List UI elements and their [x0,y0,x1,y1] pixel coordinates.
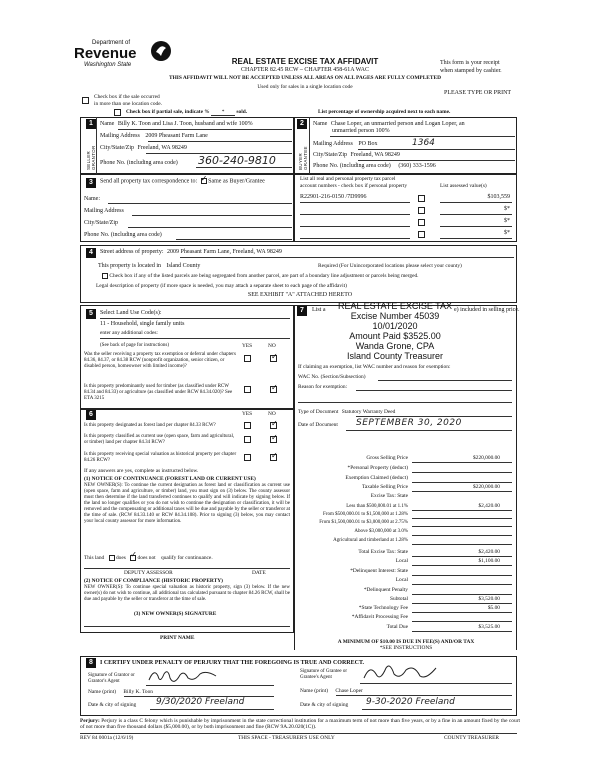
claim-exemption: If claiming an exemption, list WAC number and reason for exemption: [298,364,451,370]
send-correspondence-label: Send all property tax correspondence to: [100,178,198,185]
street-value[interactable]: 2009 Pheasant Farm Lane, Freeland, WA 98249 [166,249,282,255]
subtotal-label: Subtotal [390,596,408,602]
street-label: Street address of property: [100,249,164,255]
form-title: REAL ESTATE EXCISE TAX AFFIDAVIT [231,57,379,66]
notice-continuance-title: (1) NOTICE OF CONTINUANCE (FOREST LAND OR CURRENT USE) [84,476,256,482]
seller-mailing-row [100,133,208,140]
corr-phone-label: Phone No. (including area code) [84,232,162,238]
personal-property-label: *Personal Property (deduct) [347,465,408,471]
section-8-badge: 8 [86,658,96,668]
partial-sale-pct: * [211,109,235,116]
buyer-city-label: City/State/Zip [313,152,347,158]
tier4-label: Above $3,000,000 at 3.0% [354,529,408,534]
seller-city-label: City/State/Zip [100,145,134,151]
stamp-line-4: Amount Paid $3525.00 [349,331,441,341]
notice-compliance-body: NEW OWNER(S): To continue special valuation as historic property, sign (3) below. If the new owner(s) do not wish to continue, all additional tax calculated pursuant to chapter 84.26 RCW, shall be due and payable by the seller or transferor at the time of sale. [84,585,290,602]
dor-logo [70,40,180,78]
delinq-state-label: *Delinquent Interest: State [350,568,408,574]
qualify-label: qualify for continuance. [161,555,213,562]
street-row [100,249,282,256]
grantee-signature-label: Signature of Grantee or Grantee's Agent [300,669,348,680]
treasurer-use-only: THIS SPACE - TREASURER'S USE ONLY [238,735,335,741]
treasurer-stamp [322,301,468,361]
land-use-label: Select Land Use Code(s): [100,310,162,316]
tier3-label: From $1,500,000.01 to $3,000,000 at 2.75% [319,520,408,525]
section-2-badge: 2 [297,119,307,129]
doc-type-value[interactable]: Statutory Warranty Deed [341,409,396,415]
section-4-badge: 4 [86,248,96,258]
located-label: This property is located in [98,263,161,269]
s6-no-header: NO [268,411,276,417]
see-back-instructions: (See back of page for instructions) [100,343,170,348]
s6-question-1: Is this property designated as forest land per chapter 84.33 RCW? [84,423,216,428]
partial-sale-sold: sold. [236,109,248,115]
notice-compliance-title: (2) NOTICE OF COMPLIANCE (HISTORIC PROPERTY) [84,578,223,584]
partial-sale-text: Check box if partial sale, indicate % [126,109,210,115]
form-number: REV 84 0001a (12/6/19) [80,735,134,741]
tier2-label: From $500,000.01 to $1,500,000 at 1.28% [323,512,408,517]
print-name-label: PRINT NAME [160,635,195,641]
s5-question-2: Is this property predominantly used for timber (as classified under RCW 84.34 and 84.33) or agriculture (as classified under RCW 84.34.020)? See ETA 3215 [84,384,233,401]
deputy-date-label: DATE [252,570,266,576]
affidavit-fee-label: *Affidavit Processing Fee [351,614,408,620]
s5-q2-yes[interactable] [244,386,251,393]
partial-sale-checkbox[interactable] [114,109,121,116]
segregated-label: Check box if any of the listed parcels are being segregated from another parcel, are part of a boundary line adjustment or parcels being merged. [109,273,419,280]
form-warning: THIS AFFIDAVIT WILL NOT BE ACCEPTED UNLESS ALL AREAS ON ALL PAGES ARE FULLY COMPLETED [168,75,441,81]
parcel-personal-checkbox-2[interactable] [418,207,425,214]
s5-q1-yes[interactable] [244,355,251,362]
buyer-name-row [313,121,465,128]
logo-revenue: Revenue [74,45,137,62]
same-as-buyer-label: Same as Buyer/Grantee [208,178,265,185]
stamp-line-6: Island County Treasurer [346,351,444,361]
buyer-city-row [313,152,400,159]
seller-mailing-value[interactable]: 2009 Pheasant Farm Lane [145,133,208,139]
grantor-name-label: Name (print) [88,689,116,695]
grantee-name-label: Name (print) [300,688,328,694]
certify-statement: I CERTIFY UNDER PENALTY OF PERJURY THAT THE FOREGOING IS TRUE AND CORRECT. [100,660,365,666]
local-value[interactable]: $1,100.00 [478,558,500,564]
taxable-label: Taxable Selling Price [361,484,408,490]
corr-name-label: Name: [84,196,100,202]
receipt-note-2: when stamped by cashier. [440,68,502,74]
seller-city-row [100,145,187,152]
county-treasurer: COUNTY TREASURER [444,735,499,741]
list-exempt-a: List a [312,307,326,313]
local-label: Local [395,558,408,564]
grantee-name-row [300,688,363,694]
corr-mailing-label: Mailing Address [84,208,124,214]
tech-fee-value[interactable]: $5.00 [487,605,500,611]
parcel-value-2[interactable]: $* [504,206,510,212]
taxable-value[interactable]: $220,000.00 [473,484,500,490]
logo-dept-line: Department of [92,40,131,46]
grantee-date-value[interactable]: 9-30-2020 Freeland [366,697,455,707]
parcel-value-3[interactable]: $* [504,218,510,224]
multi-location-label-1: Check box if the sale occurred [94,94,160,100]
parcels-header-1: List all real and personal property tax parcel [300,176,396,182]
buyer-mailing-row [313,141,378,148]
section-1-badge: 1 [86,119,96,129]
buyer-city-value[interactable]: Freeland, WA 98249 [350,152,400,158]
seller-side-label: SELLER GRANTOR [86,145,96,170]
reason-label: Reason for exemption: [298,384,348,390]
tier1-label: Less than $500,000.01 at 1.1% [346,504,408,509]
total-excise-label: Total Excise Tax: State [358,549,408,555]
s6-q3-no[interactable] [270,454,277,461]
receipt-note-1: This form is your receipt [440,60,500,66]
s6-q1-no[interactable] [270,422,277,429]
gross-value[interactable]: $220,000.00 [473,455,500,461]
revenue-emblem-icon [150,40,172,62]
s6-q2-no[interactable] [270,436,277,443]
s5-q1-no[interactable] [270,355,277,362]
stamp-line-5: Wanda Grone, CPA [355,341,435,351]
parcels-header-2: account numbers - check box if personal property [300,183,408,189]
does-not-label: does not [137,555,156,562]
seller-phone-label: Phone No. (including area code) [100,160,178,166]
additional-codes-label: enter any additional codes: [100,330,158,336]
partial-sale-label [126,109,247,116]
delinq-penalty-label: *Delinquent Penalty [363,587,408,593]
s5-yes-header: YES [242,343,253,349]
list-exempt-b: e) included in selling price. [454,307,520,313]
stamp-line-2: Excise Number 45039 [350,311,440,321]
total-due-value[interactable]: $3,525.00 [478,624,500,630]
wac-label: WAC No. (Section/Subsection) [298,374,366,380]
parcel-value-4[interactable]: $* [504,230,510,236]
segregated-row [102,273,419,280]
seller-mailing-label: Mailing Address [100,133,140,139]
grantor-date-label: Date & city of signing [88,702,137,708]
seller-city-value[interactable]: Freeland, WA 98249 [137,145,187,151]
stamp-line-1: REAL ESTATE EXCISE TAX [337,301,453,311]
required-note: Required (For Unincorporated locations please select your county) [318,263,462,269]
county-value[interactable]: Island County [166,263,201,269]
list-pct-instruction: List percentage of ownership acquired next to each name. [318,109,451,115]
buyer-side-label: BUYER GRANTEE [298,146,308,170]
new-owner-signature-label: (3) NEW OWNER(S) SIGNATURE [134,611,217,617]
stamp-line-3: 10/01/2020 [372,321,418,331]
parcel-personal-checkbox-4[interactable] [418,231,425,238]
located-row [98,263,200,270]
s6-q3-yes[interactable] [244,454,251,461]
form-used-only: Used only for sales in a single location code [257,84,353,90]
s6-q2-yes[interactable] [244,436,251,443]
continuance-row [84,555,213,562]
parcel-personal-checkbox-3[interactable] [418,219,425,226]
grantee-date-label: Date & city of signing [300,702,349,708]
land-use-code[interactable]: 11 - Household, single family units [100,321,185,327]
logo-state: Washington State [84,62,132,68]
section-6-badge: 6 [86,410,96,420]
doc-date-value[interactable]: SEPTEMBER 30, 2020 [356,418,462,428]
perjury-label: Perjury: [80,718,100,724]
grantor-signature-label: Signature of Grantor or Grantor's Agent [88,673,135,684]
seller-phone-value[interactable]: 360-240-9810 [198,154,276,167]
if-any-yes: If any answers are yes, complete as instructed below. [84,468,199,474]
correspondence-row [100,178,265,185]
s5-q2-no[interactable] [270,386,277,393]
grantor-name-row [88,689,153,695]
does-label: does [115,555,126,562]
buyer-name-value-1[interactable]: Chase Loper, an unmarried person and Logan Loper, an [330,121,465,127]
buyer-mailing-handwritten[interactable]: 1364 [412,138,435,148]
grantee-signature[interactable] [360,662,440,684]
s6-yes-header: YES [242,411,253,417]
buyer-phone-row [313,163,436,170]
legal-description-label: Legal description of property (if more space is needed, you may attach a separate sheet to each page of the affidavit) [96,283,347,289]
tech-fee-label: *State Technology Fee [358,605,408,611]
doc-date-label: Date of Document [298,422,338,428]
doc-type-row [298,409,395,415]
deputy-assessor-label: DEPUTY ASSESSOR [124,570,173,576]
total-due-label: Total Due [386,624,408,630]
segregated-checkbox[interactable] [102,273,108,279]
corr-city-label: City/State/Zip [84,220,118,226]
multi-location-checkbox[interactable] [82,97,89,104]
land-does-checkbox[interactable] [109,555,115,561]
buyer-phone-label: Phone No. (including area code) [313,163,391,169]
s6-question-3: Is this property receiving special valuation as historical property per chapter 84.26 RCW? [84,452,237,463]
parcel-acct-1[interactable]: R22901-216-0150 /7D9996 [300,194,367,200]
excise-state-label: Excise Tax: State [370,493,408,499]
doc-type-label: Type of Document [298,409,339,415]
exemption-claimed-label: Exemption Claimed (deduct) [345,475,408,481]
buyer-mailing-value[interactable]: PO Box [358,141,378,147]
grantee-name-value[interactable]: Chase Loper [335,688,363,694]
seller-name-label: Name [100,121,115,127]
minimum-due: A MINIMUM OF $10.00 IS DUE IN FEE(S) AND/OR TAX [337,639,475,645]
grantor-name-value[interactable]: Billy K. Toon [123,689,153,695]
see-exhibit[interactable]: SEE EXHIBIT "A" ATTACHED HERETO [247,292,353,298]
buyer-mailing-label: Mailing Address [313,141,353,147]
agri-label: Agricultural and timberland at 1.28% [333,538,408,543]
section-3-badge: 3 [86,178,96,188]
seller-name-row [100,121,253,128]
total-excise-value[interactable]: $2,420.00 [478,549,500,555]
grantor-date-value[interactable]: 9/30/2020 Freeland [156,697,245,707]
perjury-text: Perjury is a class C felony which is punishable by imprisonment in the state correctional institution for a maximum term of not more than five years, or by a fine in an amount fixed by the court of not more than five thousand dollars ($5,000.00), or by both imprisonment and fine (RCW 9A.20.020(1C)). [80,718,520,731]
please-type: PLEASE TYPE OR PRINT [444,90,512,96]
seller-name-value[interactable]: Billy K. Toon and Lisa J. Toon, husband and wife 100% [117,121,253,127]
buyer-name-value-2[interactable]: unmarried person 100% [332,128,390,134]
s6-question-2: Is this property classified as current use (open space, farm and agricultural, or timber) land per chapter 84.34 RCW? [84,434,235,445]
buyer-name-label: Name [313,121,328,127]
gross-label: Gross Selling Price [366,455,408,461]
multi-location-label-2: in more than one location code. [94,101,162,107]
this-land-label: This land [84,555,105,562]
delinq-local-label: Local [395,577,408,583]
s5-question-1: Was the seller receiving a property tax exemption or deferral under chapters 84.36, 84.37, or 84.38 RCW (nonprofit organization, senior citizen, or disabled person, homeowner with limited income)? [84,352,236,369]
form-chapter: CHAPTER 82.45 RCW – CHAPTER 458-61A WAC [241,67,369,73]
section-5-badge: 5 [86,309,96,319]
section-7-badge: 7 [297,306,307,316]
buyer-phone-value[interactable]: (360) 333-1596 [398,163,436,169]
parcel-personal-checkbox-1[interactable] [418,195,425,202]
tier1-value[interactable]: $2,420.00 [478,503,500,509]
subtotal-value[interactable]: $3,520.00 [478,596,500,602]
parcel-value-1[interactable]: $103,559 [487,194,510,200]
notice-continuance-body: NEW OWNER(S): To continue the current designation as forest land or classification as current use (open space, farm and agriculture, or timber) land, you must sign on (3) below. The county assessor must then determine if the land transferred continues to qualify and will indicate by signing below. If the land no longer qualifies or you do not wish to continue the designation or classification, it will be removed and the compensating or additional taxes will be due and payable by the seller or transferor at the time of sale. (RCW 84.33.140 or RCW 84.34.108). Prior to signing (3) below, you may contact your local county assessor for more information. [84,483,290,524]
see-instructions: *SEE INSTRUCTIONS [379,645,433,651]
land-does-not-checkbox[interactable] [130,555,136,561]
same-as-buyer-checkbox[interactable] [201,178,207,184]
s6-q1-yes[interactable] [244,422,251,429]
parcels-header-3: List assessed value(s) [440,183,487,189]
perjury-note [80,718,520,731]
s5-no-header: NO [268,343,276,349]
